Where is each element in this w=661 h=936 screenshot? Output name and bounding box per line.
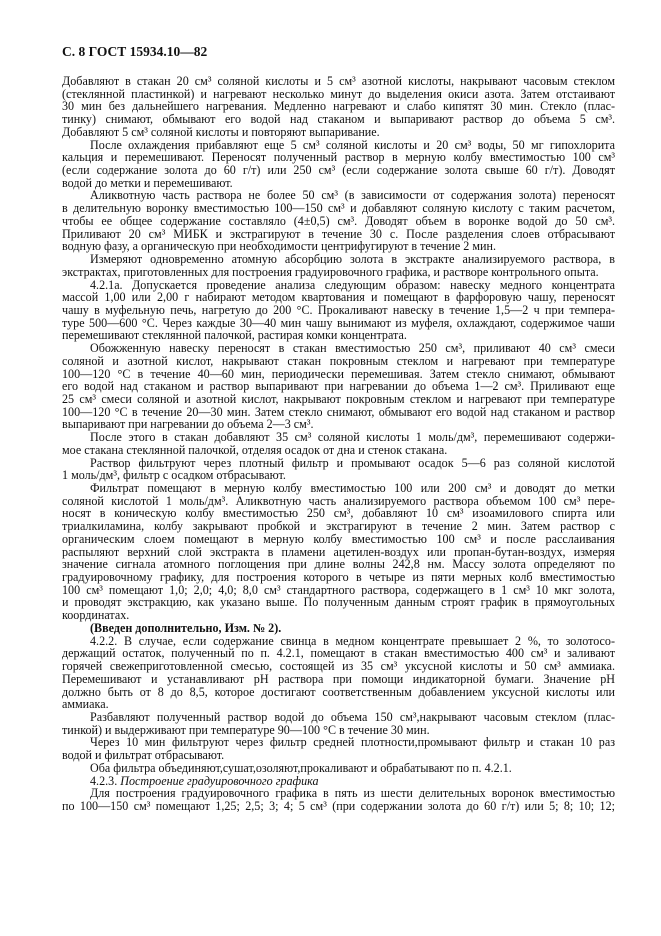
text-line: После охлаждения прибавляют еще 5 см³ соляной кислоты и 20 см³ воды, 50 мг гипохлорита [90, 137, 615, 152]
text-line: 1 моль/дм³, фильтр с осадком отбрасывают. [62, 468, 286, 483]
text-line: массой 1,00 или 2,00 г набирают методом квартования и помещают в фарфоровую чашу, переносят [62, 290, 615, 305]
text-line: (если содержание золота до 60 г/т) или 250 см³ (если содержание золота свыше 60 г/т). Доводят [62, 163, 615, 178]
text-line: Приливают 20 см³ МИБК и экстрагируют в течение 30 с. После разделения слоев отбрасывают [62, 226, 615, 241]
text-line: Аликвотную часть раствора не более 50 см³ (в зависимости от содержания золота) переносят [90, 188, 615, 203]
text-line: аммиака. [62, 697, 109, 712]
text-line: 25 см³ смеси соляной и азотной кислот, накрывают покровным стеклом и нагревают при температуре [62, 391, 615, 406]
section-number: 4.2.3. [90, 773, 121, 788]
text-line: После этого в стакан добавляют 35 см³ соляной кислоты 1 моль/дм³, перемешивают содержи- [90, 430, 615, 445]
text-line: экстрактах, приготовленных для построения градуировочного графика, и растворе контрольного опыта. [62, 264, 599, 279]
text-line: органическим слоем помещают в мерную колбу вместимостью 100 см³ и после расслаивания [62, 531, 615, 546]
text-line: Добавляют 5 см³ соляной кислоты и повторяют выпаривание. [62, 124, 380, 139]
text-line: 4.2.2. В случае, если содержание свинца в медном концентрате превышает 2 %, то золотосо- [90, 633, 615, 648]
page-header: С. 8 ГОСТ 15934.10—82 [62, 44, 208, 59]
text-line: туре 500—600 °С. Через каждые 30—40 мин чашу вынимают из муфеля, охлаждают, содержимое чаши [62, 315, 615, 330]
text-line: и проводят экстракцию, как указано выше. По полученным данным строят график в прямоугольных [62, 595, 615, 610]
text-line: Разбавляют полученный раствор водой до объема 150 см³,накрывают часовым стеклом (плас- [90, 709, 615, 724]
text-line: водой до метки и перемешивают. [62, 175, 233, 190]
text-line: водную фазу, а органическую при необходимости центрифугируют в течение 2 мин. [62, 239, 496, 254]
text-line: мое стакана стеклянной палочкой, отделяя осадок от дна и стенок стакана. [62, 442, 448, 457]
text-line: (Введен дополнительно, Изм. № 2). [90, 620, 282, 635]
text-line: Через 10 мин фильтруют через фильтр средней плотности,промывают фильтр и стакан 10 раз [90, 735, 615, 750]
text-line: чтобы ее общее содержание составляло (4±0,5) см³. Доводят объем в воронке водой до 50 см³. [62, 213, 615, 228]
text-line: его водой над стаканом и раствор выпаривают при нагревании до объема 1—2 см³. Приливают еще [62, 379, 615, 394]
text-line: 100—120 °С в течение 40—60 мин, периодически перемешивая. Затем стекло снимают, обмывают [62, 366, 615, 381]
text-line: чашу в муфельную печь, нагретую до 200 °С. Прокаливают навеску в течение 1,5—2 ч при темпера- [62, 302, 615, 317]
text-line: 30 мин без дальнейшего нагревания. Медленно нагревают и слабо кипятят 30 мин. Стекло (плас- [62, 99, 615, 114]
text-line: носят в коническую колбу вместимостью 250 см³, добавляют 10 см³ изоамилового спирта или [62, 506, 615, 521]
text-line: Измеряют одновременно атомную абсорбцию золота в экстракте анализируемого раствора, в [90, 252, 615, 267]
text-line: соляной кислотой 1 моль/дм³. Аликвотную часть анализируемого раствора объемом 100 см³ пере- [62, 493, 615, 508]
text-line: градуировочному графику, для построения которого в четыре из пяти мерных колб вместимостью [62, 570, 615, 585]
text-line: должно быть от 8 до 8,5, которое достигают соответственным добавлением уксусной кислоты или [62, 684, 615, 699]
section-title: Построение градуировочного графика [120, 773, 319, 788]
text-line: Добавляют в стакан 20 см³ соляной кислоты и 5 см³ азотной кислоты, накрывают часовым стеклом [62, 74, 615, 88]
text-line: 100 см³ помещают 1,0; 2,0; 4,0; 8,0 см³ стандартного раствора, содержащего в 1 см³ 10 мкг золота, [62, 582, 615, 597]
text-line: перемешивают стеклянной палочкой, растирая комки концентрата. [62, 328, 407, 343]
text-line: (стеклянной пластинкой) и нагревают несколько минут до выделения окиси азота. Затем отстаивают [62, 86, 615, 101]
text-line: триалкиламина, колбу закрывают пробкой и экстрагируют в течение 2 мин. Затем раствор с [62, 519, 615, 534]
text-line: 4.2.1а. Допускается проведение анализа следующим образом: навеску медного концентрата [90, 277, 615, 292]
text-line: значение сигнала атомного поглощения при длине волны 242,8 нм. Массу золота определяют по [62, 557, 615, 572]
text-line: тинкой) и выдерживают при температуре 90—100 °С в течение 30 мин. [62, 722, 430, 737]
text-line: соляной и азотной кислот, накрывают стакан покровным стеклом и нагревают при температуре [62, 353, 615, 368]
text-line: в делительную воронку вместимостью 100—150 см³ и добавляют соляную кислоту с таким расчетом, [62, 201, 615, 216]
text-line: Оба фильтра объединяют,сушат,озоляют,прокаливают и обрабатывают по п. 4.2.1. [90, 760, 512, 775]
text-line: кальция и перемешивают. Переносят полученный раствор в мерную колбу вместимостью 100 см³ [62, 150, 615, 165]
text-line: Фильтрат помещают в мерную колбу вместимостью 100 или 200 см³ и доводят до метки [90, 481, 615, 495]
text-line: выпаривают при нагревании до объема 2—3 см³. [62, 417, 314, 432]
text-line: держащий остаток, полученный по п. 4.2.1, помещают в стакан вместимостью 400 см³ и заливают [62, 646, 615, 661]
text-line: Обожженную навеску переносят в стакан вместимостью 250 см³, приливают 40 см³ смеси [90, 341, 615, 356]
text-line: тинку) снимают, обмывают его водой над стаканом и выпаривают раствор до объема 5 см³. [62, 112, 615, 127]
text-line: водой и фильтрат отбрасывают. [62, 748, 225, 763]
text-line: координатах. [62, 608, 130, 623]
text-line: 100—120 °С в течение 20—30 мин. Затем стекло снимают, обмывают его водой над стаканом и раствор [62, 404, 615, 419]
text-line: горячей свежеприготовленной смесью, состоящей из 35 см³ уксусной кислоты и 50 см³ аммиака. [62, 659, 615, 674]
text-line: распыляют верхний слой экстракта в пламени ацетилен-воздух или пропан-бутан-воздух, измеряя [62, 544, 615, 559]
text-line: Раствор фильтруют через плотный фильтр и промывают осадок 5—6 раз соляной кислотой [90, 455, 615, 470]
text-line: Перемешивают и устанавливают pH раствора при помощи индикаторной бумаги. Значение pH [62, 671, 615, 686]
text-line: Для построения градуировочного графика в пять из шести делительных воронок вместимостью [90, 786, 615, 801]
text-line: по 100—150 см³ помещают 1,25; 2,5; 3; 4; 5 см³ (при содержании золота до 60 г/т) или 5; 8; 10; 12; [62, 798, 615, 813]
document-body [62, 75, 615, 813]
